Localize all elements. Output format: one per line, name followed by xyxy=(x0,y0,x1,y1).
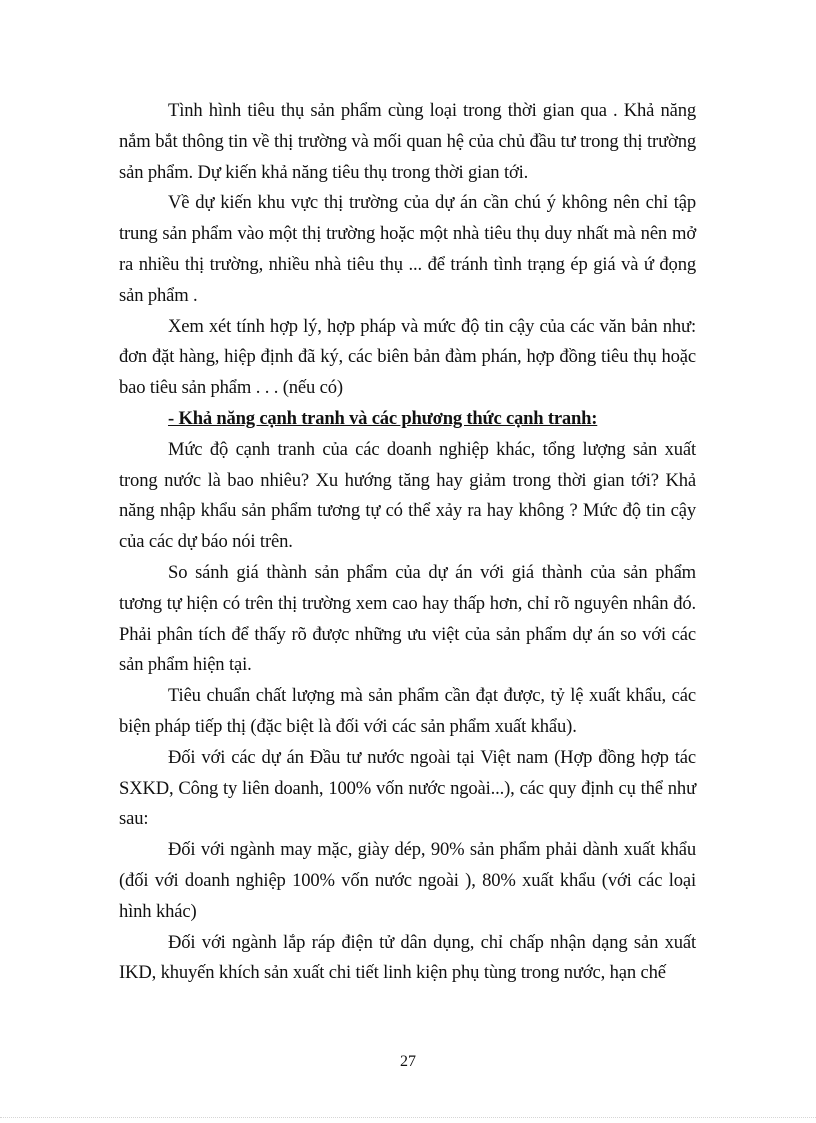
paragraph-quality-standards: Tiêu chuẩn chất lượng mà sản phẩm cần đạt được, tỷ lệ xuất khẩu, các biện pháp tiếp thị (đặc biệt là đối với các sản phẩm xuất khẩu). xyxy=(119,685,696,737)
paragraph-competition-level: Mức độ cạnh tranh của các doanh nghiệp khác, tổng lượng sản xuất trong nước là bao nhiêu? Xu hướng tăng hay giảm trong thời gian tới? Khả năng nhập khẩu sản phẩm tương tự có thể xảy ra hay không ? Mức độ tin cậy của các dự báo nói trên. xyxy=(119,438,696,553)
paragraph-market-area: Về dự kiến khu vực thị trường của dự án cần chú ý không nên chỉ tập trung sản phẩm vào một thị trường hoặc một nhà tiêu thụ duy nhất mà nên mở ra nhiều thị trường, nhiều nhà tiêu thụ ... để tránh tình trạng ép giá và ứ đọng sản phẩm . xyxy=(119,192,696,306)
page-number: 27 xyxy=(400,1053,416,1070)
paragraph-document-review: Xem xét tính hợp lý, hợp pháp và mức độ tin cậy của các văn bản như: đơn đặt hàng, hiệp định đã ký, các biên bản đàm phán, hợp đồng tiêu thụ hoặc bao tiêu sản phẩm . . . (nếu có) xyxy=(119,315,696,399)
paragraph-price-comparison: So sánh giá thành sản phẩm của dự án với giá thành của sản phẩm tương tự hiện có trên thị trường xem cao hay thấp hơn, chỉ rõ nguyên nhân đó. Phải phân tích để thấy rõ được những ưu việt của sản phẩm dự án so với các sản phẩm hiện tại. xyxy=(119,561,696,676)
page-body xyxy=(119,96,696,989)
paragraph-foreign-investment: Đối với các dự án Đầu tư nước ngoài tại Việt nam (Hợp đồng hợp tác SXKD, Công ty liên doanh, 100% vốn nước ngoài...), các quy định cụ thể như sau: xyxy=(119,746,696,830)
section-heading-competition: - Khả năng cạnh tranh và các phương thức cạnh tranh: xyxy=(168,407,598,429)
paragraph-electronics-industry: Đối với ngành lắp ráp điện tử dân dụng, chỉ chấp nhận dạng sản xuất IKD, khuyến khích sản xuất chi tiết linh kiện phụ tùng trong nước, hạn chế xyxy=(119,931,696,984)
paragraph-market-consumption: Tình hình tiêu thụ sản phẩm cùng loại trong thời gian qua . Khả năng nắm bắt thông tin về thị trường và mối quan hệ của chủ đầu tư trong thị trường sản phẩm. Dự kiến khả năng tiêu thụ trong thời gian tới. xyxy=(119,100,696,183)
paragraph-garment-industry: Đối với ngành may mặc, giày dép, 90% sản phẩm phải dành xuất khẩu (đối với doanh nghiệp 100% vốn nước ngoài ), 80% xuất khẩu (với các loại hình khác) xyxy=(119,839,696,922)
page-bottom-divider xyxy=(0,1117,816,1118)
